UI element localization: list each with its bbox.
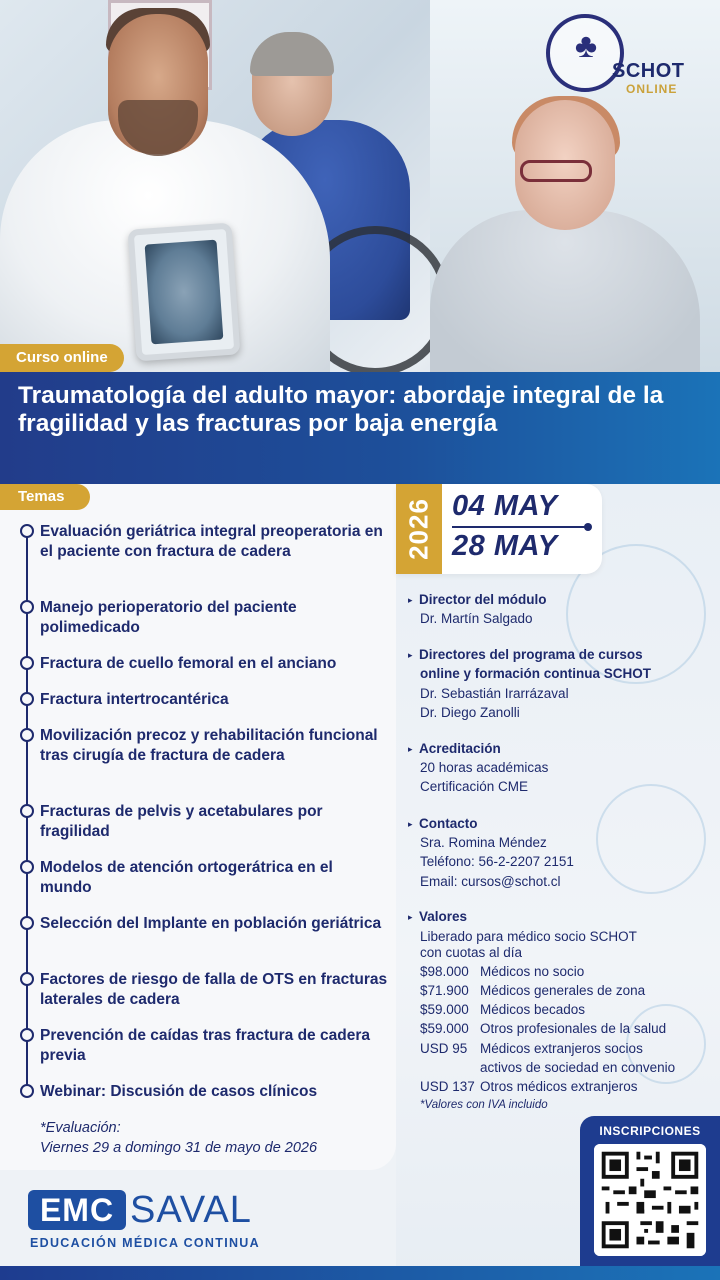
price-amount: USD 137 (420, 1079, 475, 1094)
hero-photo (0, 0, 720, 372)
evaluation-label: *Evaluación: (40, 1120, 121, 1136)
bullet-icon (20, 1028, 34, 1042)
price-row (420, 1039, 720, 1059)
emc-saval-logo (28, 1186, 268, 1256)
bullet-icon (20, 524, 34, 538)
bullet-icon (20, 600, 34, 614)
topic-text: Selección del Implante en población geriátrica (40, 915, 382, 932)
start-date: 04 MAY (452, 490, 558, 522)
course-title: Traumatología del adulto mayor: abordaje integral de la fragilidad y las fracturas por baja energía (18, 382, 664, 437)
topic-text: Factores de riesgo de falla de OTS en fracturas laterales de cadera (40, 971, 388, 1008)
values-free-line1: Liberado para médico socio SCHOT (420, 929, 637, 944)
title-band (0, 372, 720, 484)
price-amount: USD 95 (420, 1041, 468, 1056)
arrow-right-icon: ▸ (408, 744, 413, 754)
price-row (420, 1000, 720, 1020)
evaluation-dates: Viernes 29 a domingo 31 de mayo de 2026 (40, 1140, 318, 1156)
contact-heading-text: Contacto (419, 816, 478, 831)
accreditation-heading (408, 739, 708, 759)
evaluation-note (40, 1118, 380, 1158)
contact-name: Sra. Romina Méndez (420, 835, 547, 850)
price-label: activos de sociedad en convenio (480, 1060, 676, 1075)
end-date: 28 MAY (452, 530, 558, 562)
accreditation-cme: Certificación CME (420, 779, 529, 794)
values-heading (408, 907, 708, 927)
program-director-2: Dr. Diego Zanolli (420, 705, 520, 720)
price-amount: $98.000 (420, 964, 469, 979)
bullet-icon (20, 916, 34, 930)
arrow-right-icon: ▸ (408, 912, 413, 922)
values-note: *Valores con IVA incluido (420, 1099, 548, 1111)
arrow-right-icon: ▸ (408, 819, 413, 829)
arrow-right-icon: ▸ (408, 650, 413, 660)
topic-text: Modelos de atención ortogerátrica en el mundo (40, 859, 333, 896)
topic-text: Webinar: Discusión de casos clínicos (40, 1083, 318, 1100)
bullet-icon (20, 860, 34, 874)
price-label: Médicos extranjeros socios (480, 1041, 643, 1056)
bullet-icon (20, 972, 34, 986)
contact-phone: Teléfono: 56-2-2207 2151 (420, 854, 574, 869)
price-row (420, 1019, 720, 1039)
logo-subtitle: EDUCACIÓN MÉDICA CONTINUA (30, 1236, 260, 1250)
director-heading (408, 590, 708, 610)
bullet-icon (20, 728, 34, 742)
year-label: 2026 (403, 498, 434, 560)
program-heading (408, 645, 708, 665)
contact-heading (408, 814, 708, 834)
price-row (420, 981, 720, 1001)
schot-logo (542, 12, 702, 98)
price-row (420, 1058, 720, 1078)
price-amount: $59.000 (420, 1002, 469, 1017)
director-name: Dr. Martín Salgado (420, 611, 533, 626)
price-label: Médicos becados (480, 1002, 586, 1017)
price-label: Otros profesionales de la salud (480, 1021, 667, 1036)
price-row (420, 962, 720, 982)
patient-male-hair (250, 32, 334, 76)
year-bar (396, 484, 442, 574)
bottom-stripe (0, 1266, 720, 1280)
topic-text: Movilización precoz y rehabilitación funcional tras cirugía de fractura de cadera (40, 727, 378, 764)
values-free-line2: con cuotas al día (420, 945, 523, 960)
program-heading-line2: online y formación continua SCHOT (420, 666, 652, 681)
logo-saval: SAVAL (130, 1189, 252, 1231)
topic-text: Prevención de caídas tras fractura de cadera previa (40, 1027, 370, 1064)
logo-name: SCHOT (612, 60, 685, 82)
arrow-right-icon: ▸ (408, 595, 413, 605)
qr-code-icon[interactable] (594, 1144, 706, 1256)
price-label: Otros médicos extranjeros (480, 1079, 638, 1094)
price-label: Médicos generales de zona (480, 983, 646, 998)
program-heading-text: Directores del programa de cursos (419, 647, 643, 662)
contact-email[interactable]: Email: cursos@schot.cl (420, 874, 561, 889)
logo-tagline: ONLINE (626, 82, 678, 96)
bullet-icon (20, 656, 34, 670)
price-amount: $71.900 (420, 983, 469, 998)
price-row (420, 1077, 720, 1097)
tablet-xray (128, 223, 241, 362)
topic-text: Fracturas de pelvis y acetabulares por fragilidad (40, 803, 323, 840)
bullet-icon (20, 1084, 34, 1098)
director-heading-text: Director del módulo (419, 592, 547, 607)
bullet-icon (20, 804, 34, 818)
logo-emc: EMC (28, 1190, 126, 1230)
glasses-icon (520, 160, 592, 182)
patient-woman-body (430, 210, 700, 372)
values-heading-text: Valores (419, 909, 468, 924)
tree-icon: ♣ (574, 27, 598, 65)
topics-badge: Temas (0, 484, 90, 510)
program-director-1: Dr. Sebastián Irarrázaval (420, 686, 569, 701)
bullet-icon (20, 692, 34, 706)
date-separator (452, 526, 588, 528)
topic-text: Fractura de cuello femoral en el anciano (40, 655, 337, 672)
accreditation-heading-text: Acreditación (419, 741, 501, 756)
price-label: Médicos no socio (480, 964, 585, 979)
topic-text: Fractura intertrocantérica (40, 691, 229, 708)
registration-label: INSCRIPCIONES (599, 1124, 701, 1138)
topic-text: Evaluación geriátrica integral preoperatoria en el paciente con fractura de cadera (40, 523, 383, 560)
price-amount: $59.000 (420, 1021, 469, 1036)
accreditation-hours: 20 horas académicas (420, 760, 549, 775)
course-type-badge: Curso online (0, 344, 124, 372)
topic-text: Manejo perioperatorio del paciente polimedicado (40, 599, 297, 636)
